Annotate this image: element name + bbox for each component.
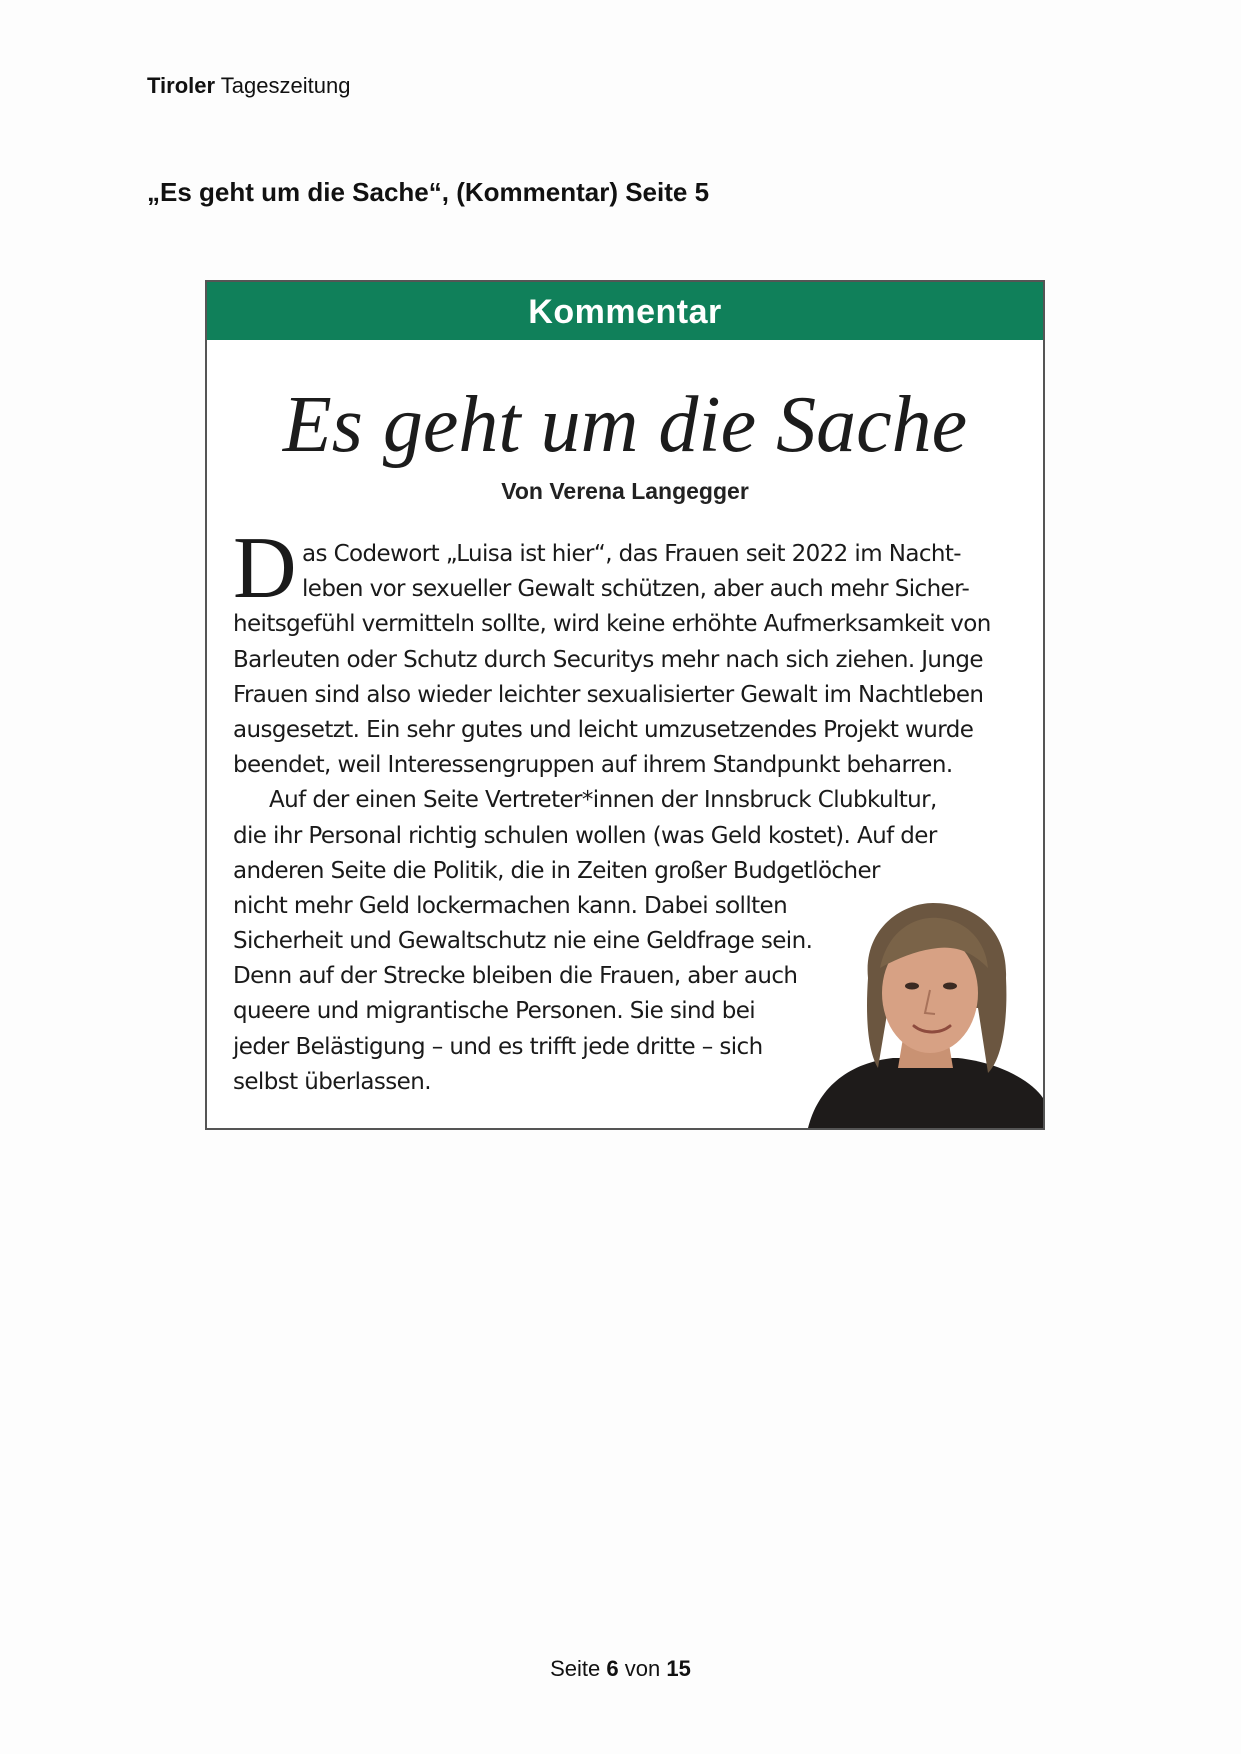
publication-header [147, 72, 350, 100]
text-line: Auf der einen Seite Vertreter*innen der Innsbruck Clubkultur, [269, 787, 937, 814]
text-line: Sicherheit und Gewaltschutz nie eine Geldfrage sein. [233, 928, 813, 955]
footer-middle: von [624, 1656, 661, 1681]
article-headline: Es geht um die Sache [282, 381, 968, 469]
text-line: die ihr Personal richtig schulen wollen (was Geld kostet). Auf der [233, 822, 937, 849]
text-line: Barleuten oder Schutz durch Securitys mehr nach sich ziehen. Junge [233, 646, 983, 673]
article-clipping [205, 280, 1045, 1130]
text-line: beendet, weil Interessengruppen auf ihrem Standpunkt beharren. [233, 752, 953, 779]
publication-brand: Tiroler [147, 73, 216, 98]
publication-name-rest: Tageszeitung [220, 73, 351, 98]
text-line: Frauen sind also wieder leichter sexualisierter Gewalt im Nachtleben [233, 681, 984, 708]
footer-total-pages: 15 [666, 1656, 691, 1681]
article-opening-lines [302, 537, 969, 607]
text-line: ausgesetzt. Ein sehr gutes und leicht umzusetzendes Projekt wurde [233, 716, 974, 743]
author-portrait-photo [808, 898, 1043, 1128]
page-footer [0, 1655, 1241, 1683]
footer-prefix: Seite [550, 1656, 601, 1681]
article-byline: Von Verena Langegger [501, 478, 749, 504]
footer-current-page: 6 [606, 1656, 619, 1681]
text-line: anderen Seite die Politik, die in Zeiten großer Budgetlöcher [233, 857, 880, 884]
text-line: Denn auf der Strecke bleiben die Frauen, aber auch [233, 963, 798, 990]
text-line: heitsgefühl vermitteln sollte, wird keine erhöhte Aufmerksamkeit von [233, 611, 991, 638]
kicker-banner: Kommentar [207, 282, 1043, 340]
text-line: queere und migrantische Personen. Sie sind bei [233, 998, 756, 1025]
text-line: as Codewort „Luisa ist hier“, das Frauen seit 2022 im Nacht- [302, 541, 961, 567]
text-line: jeder Belästigung – und es trifft jede dritte – sich [233, 1033, 763, 1060]
text-line: leben vor sexueller Gewalt schützen, aber auch mehr Sicher- [302, 576, 970, 603]
text-line: nicht mehr Geld lockermachen kann. Dabei sollten [233, 892, 788, 919]
drop-cap: D [233, 520, 297, 617]
document-title: „Es geht um die Sache“, (Kommentar) Seite 5 [147, 177, 710, 207]
text-line: selbst überlassen. [233, 1068, 431, 1095]
